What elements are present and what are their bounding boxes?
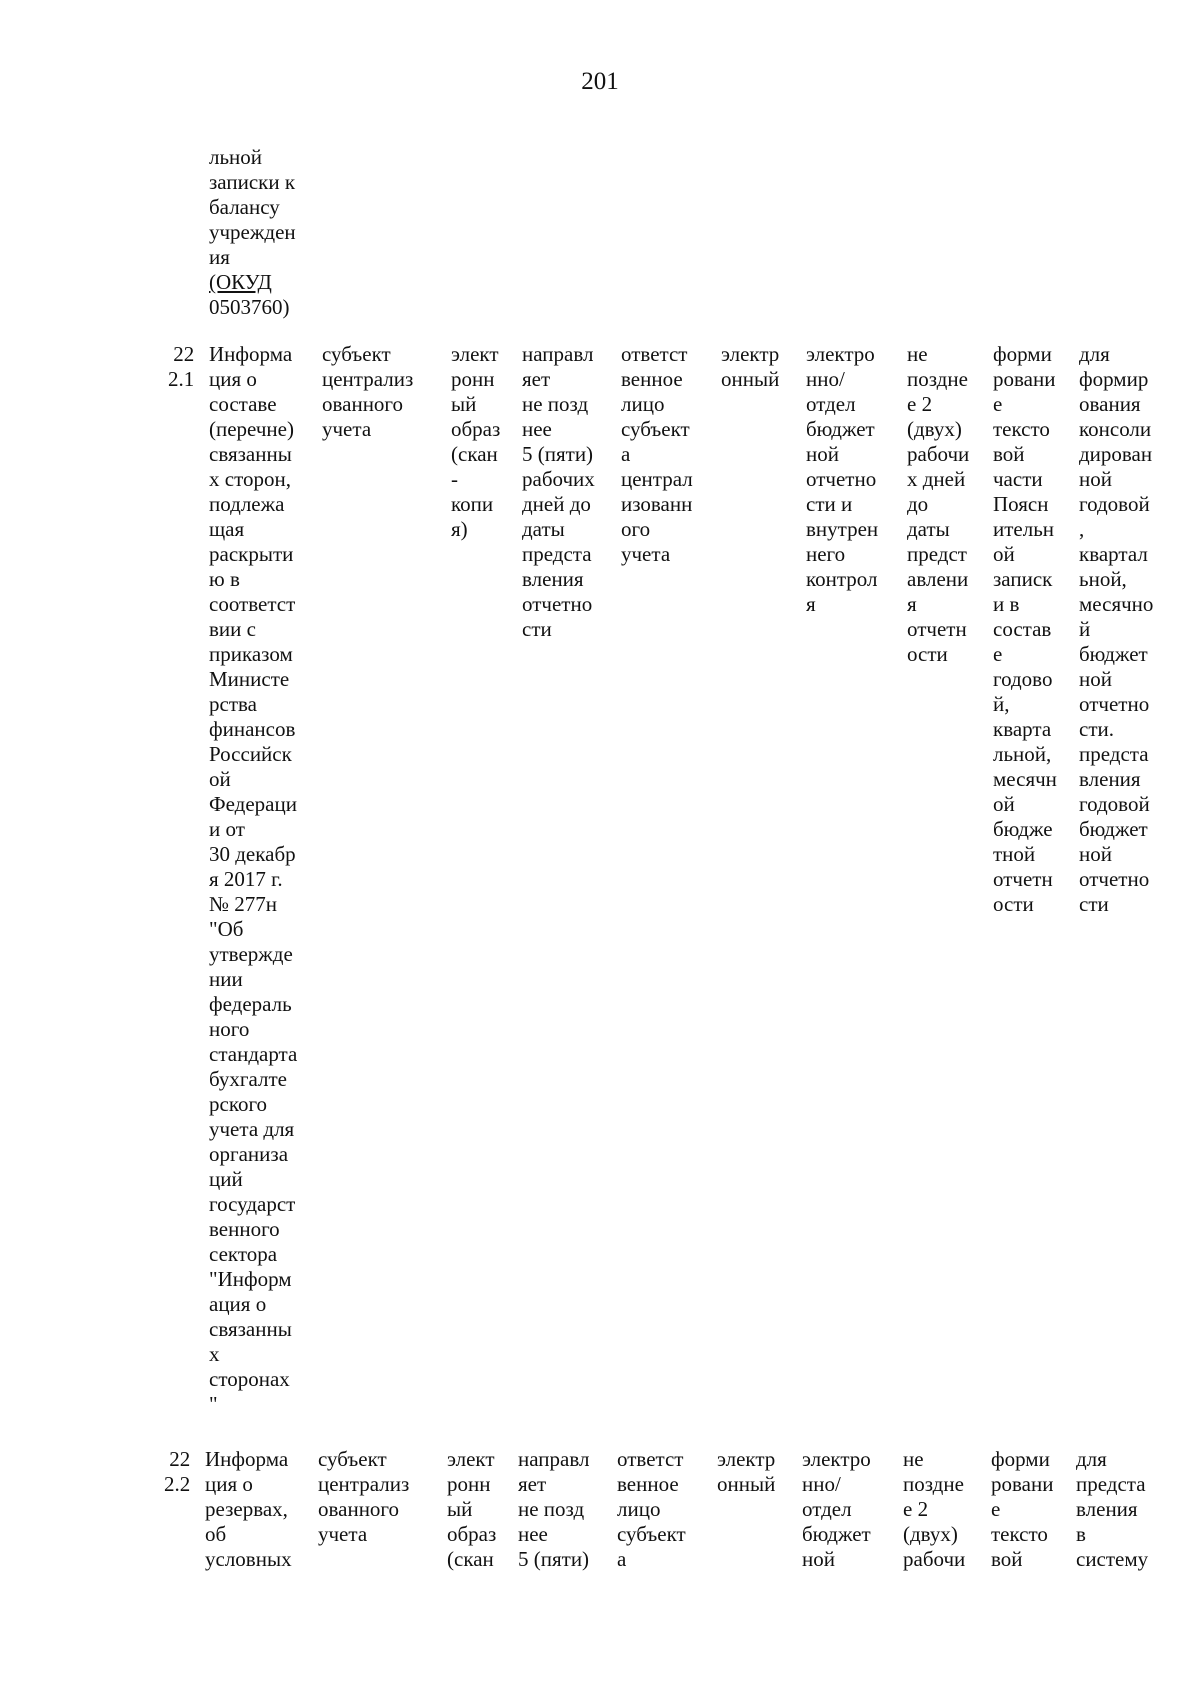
carry-over-line: (ОКУД bbox=[209, 270, 272, 294]
row-number: 22 2.2 bbox=[164, 1447, 191, 1496]
carry-over-line: учрежден bbox=[209, 220, 296, 244]
deadline-cell: направл яет не позд нее 5 (пяти) bbox=[518, 1447, 590, 1571]
purpose-cell: для предста вления в систему bbox=[1076, 1447, 1149, 1571]
action-cell: форми ровани е тексто вой bbox=[991, 1447, 1054, 1571]
carry-over-line: льной bbox=[209, 145, 263, 169]
carry-over-line: 0503760) bbox=[209, 295, 290, 319]
carry-over-line: ия bbox=[209, 245, 230, 269]
subject-cell: субъект централиз ованного учета bbox=[322, 342, 414, 441]
subject-cell: субъект централиз ованного учета bbox=[318, 1447, 410, 1546]
type-cell: электр онный bbox=[721, 342, 780, 391]
page-number: 201 bbox=[581, 68, 619, 95]
document-name-cell: Информа ция о резервах, об условных bbox=[205, 1447, 292, 1571]
term-cell: не поздне е 2 (двух) рабочи х дней до даты предст авлени я отчетн ости bbox=[907, 342, 970, 666]
form-cell: элект ронн ый образ (скан bbox=[447, 1447, 497, 1571]
purpose-cell: для формир ования консоли дирован ной годовой , квартал ьной, месячно й бюджет ной отчетно сти. предста вления годовой бюджет ной отчетно сти bbox=[1079, 342, 1154, 916]
term-cell: не поздне е 2 (двух) рабочи bbox=[903, 1447, 966, 1571]
carry-over-line: записки к bbox=[209, 170, 296, 194]
deadline-cell: направл яет не позд нее 5 (пяти) рабочих дней до даты предста вления отчетно сти bbox=[522, 342, 595, 641]
row-number: 22 2.1 bbox=[168, 342, 195, 391]
responsible-cell: ответст венное лицо субъект а bbox=[617, 1447, 686, 1571]
action-cell: форми ровани е тексто вой части Поясн ительн ой записк и в состав е годово й, кварта льной, месячн ой бюдже тной отчетн ости bbox=[993, 342, 1057, 916]
responsible-cell: ответст венное лицо субъект а централ изованн ого учета bbox=[621, 342, 693, 566]
document-name-cell: Информа ция о составе (перечне) связанны х сторон, подлежа щая раскрыти ю в соответст вии с приказом Министе рства финансов Российск ой Федераци и от 30 декабр я 2017 г. № 277н "Об утвержде нии федераль ного стандарта бухгалте рского учета для организа ций государст венного сектора "Информ ация о связанны х сторонах " bbox=[209, 342, 298, 1416]
carry-over-line: балансу bbox=[209, 195, 280, 219]
recipient-cell: электро нно/ отдел бюджет ной bbox=[802, 1447, 871, 1571]
form-cell: элект ронн ый образ (скан - копи я) bbox=[451, 342, 501, 541]
type-cell: электр онный bbox=[717, 1447, 776, 1496]
recipient-cell: электро нно/ отдел бюджет ной отчетно сти и внутрен него контрол я bbox=[806, 342, 879, 616]
